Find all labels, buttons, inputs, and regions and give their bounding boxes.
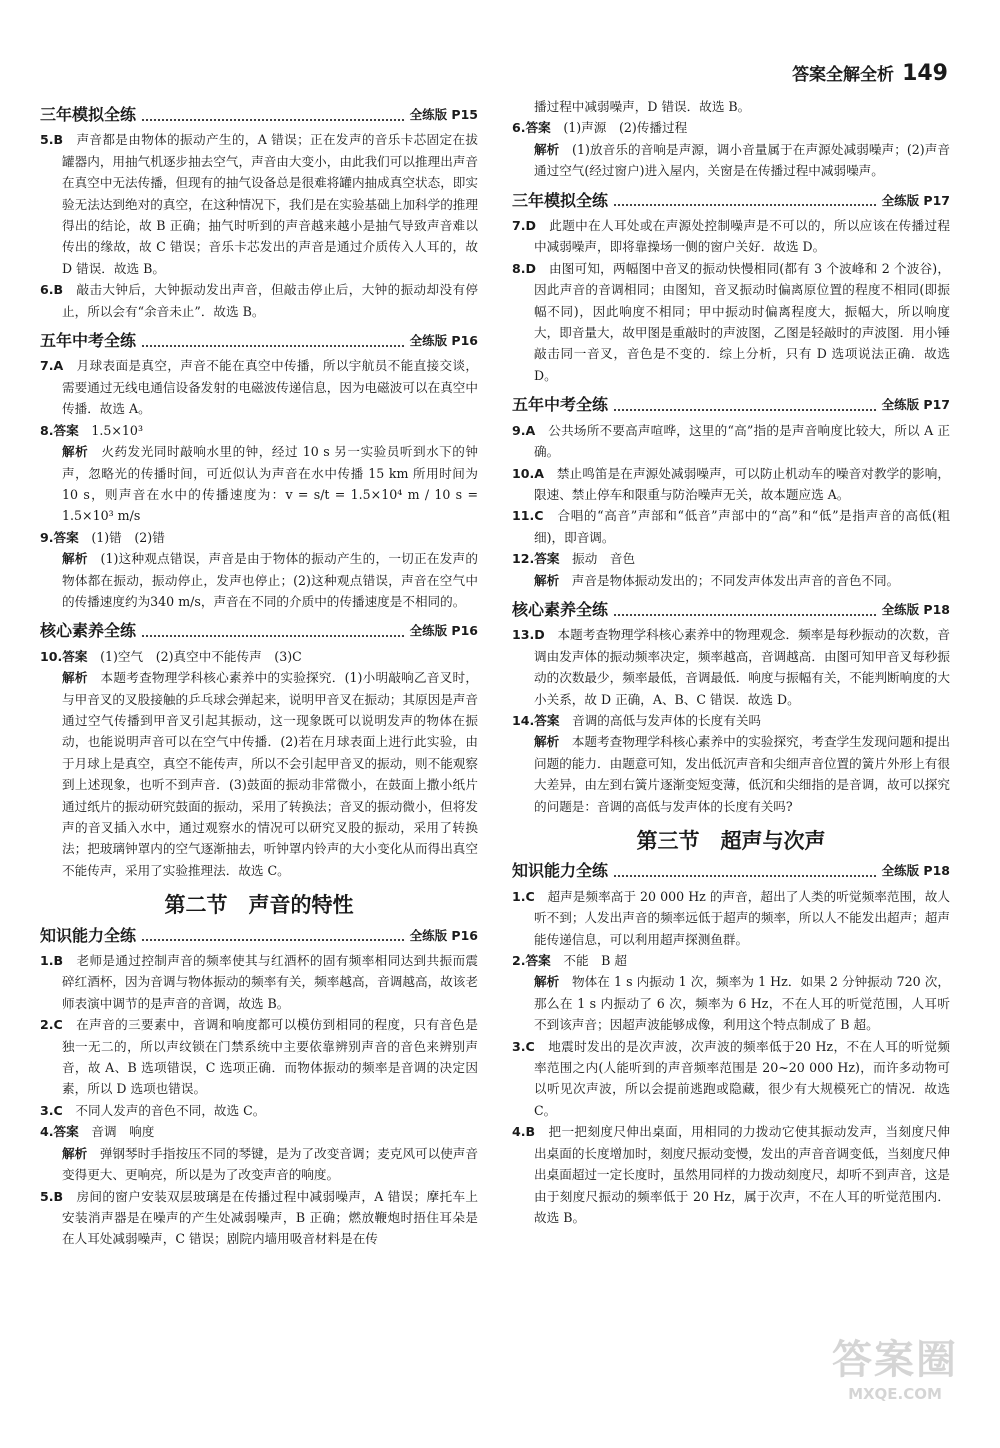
item-number: 7.A: [40, 358, 64, 374]
section-title: 五年中考全练: [512, 395, 609, 415]
item-text: 地震时发出的是次声波，次声波的频率低于20 Hz，不在人耳的听觉频率范围之内(人能听到的声音频率范围是 20~20 000 Hz)，而许多动物可以听见次声波，所以会提前逃跑或隐藏，很少有大规模死亡的情况．故选 C。: [534, 1038, 950, 1118]
item-number: 4.答案: [40, 1124, 79, 1140]
section-title: 核心素养全练: [40, 621, 137, 641]
item-text: (1)声源 (2)传播过程: [563, 120, 688, 136]
item-text: 振动 音色: [572, 551, 636, 567]
item-number: 6.答案: [512, 120, 551, 136]
analysis-text: 声音是物体振动发出的；不同发声体发出声音的音色不同。: [571, 572, 900, 588]
answer-item: [40, 1186, 478, 1250]
page-header: [792, 60, 948, 86]
answer-item: [40, 527, 478, 548]
dotted-leader: [614, 865, 876, 877]
answer-item: [512, 215, 950, 258]
page-number: 149: [902, 61, 948, 86]
analysis-label: 解析: [534, 141, 560, 157]
item-text: 房间的窗户安装双层玻璃是在传播过程中减弱噪声，A 错误；摩托车上安装消声器是在噪声的产生处减弱噪声，B 正确；燃放鞭炮时捂住耳朵是在人耳处减弱噪声，C 错误；剧院内墙用吸音材料是在传: [62, 1188, 478, 1247]
item-number: 10.A: [512, 465, 545, 481]
analysis-text: 本题考查物理学科核心素养中的实验探究，考查学生发现问题和提出问题的能力．由题意可知，发出低沉声音和尖细声音位置的簧片外形上有很大差异，由左到右簧片逐渐变短变薄，低沉和尖细指的是音调，故可以探究的问题是：音调的高低与发声体的长度有关吗?: [534, 734, 951, 814]
analysis-label: 解析: [62, 1145, 88, 1161]
item-number: 1.C: [512, 888, 535, 904]
section-title: 知识能力全练: [512, 861, 609, 881]
left-column: [40, 96, 478, 1250]
answer-item: [512, 463, 950, 506]
watermark-text: 答案圈: [832, 1337, 958, 1383]
analysis-label: 解析: [534, 734, 560, 750]
item-text: 在声音的三要素中，音调和响度都可以模仿到相同的程度，只有音色是独一无二的，所以声纹锁在门禁系统中主要依靠辨别声音的音色来辨别声音，故 A、B 选项错误，C 选项正确．而物体振动的频率是音调的决定因素，所以 D 选项也错误。: [62, 1017, 479, 1097]
item-text: 不能 B 超: [563, 953, 627, 969]
section-heading: [40, 330, 478, 351]
answer-item: [40, 355, 478, 419]
chapter-title: 第三节 超声与次声: [636, 829, 826, 853]
answer-item: [40, 646, 478, 667]
section-title: 核心素养全练: [512, 599, 609, 619]
item-number: 13.D: [512, 627, 545, 643]
item-number: 3.C: [512, 1038, 535, 1054]
item-number: 8.D: [512, 260, 537, 276]
item-text: 本题考查物理学科核心素养中的物理观念．频率是每秒振动的次数，音调由发声体的振动频率决定，频率越高，音调越高．由图可知甲音叉每秒振动的次数最少，频率最低，音调最低．响度与振幅有关，不能判断响度的大小关系，故 D 正确，A、B、C 错误．故选 D。: [534, 627, 951, 707]
section-page-ref: 全练版 P18: [881, 863, 950, 879]
analysis-block: [512, 570, 950, 591]
item-text: 月球表面是真空，声音不能在真空中传播，所以宇航员不能直接交谈，需要通过无线电通信设备发射的电磁波传递信息，因为电磁波可以在真空中传播．故选 A。: [62, 358, 479, 417]
chapter-title: 第二节 声音的特性: [164, 893, 354, 918]
section-heading: [512, 394, 950, 415]
section-heading: [40, 925, 478, 946]
item-text: (1)错 (2)错: [91, 529, 165, 545]
analysis-text: 本题考查物理学科核心素养中的实验探究．(1)小明敲响乙音叉时，与甲音叉的叉股接触的乒乓球会弹起来，说明甲音叉在振动；其原因是声音通过空气传播到甲音叉引起其振动，这一现象既可以说明发声的物体在振动，也能说明声音可以在空气中传播．(2)若在月球表面上进行此实验，由于月球上是真空，真空不能传声，所以不会引起甲音叉的振动，则不能观察到上述现象，也听不到声音．(3)鼓面的振动非常微小，在鼓面上撒小纸片通过纸片的振动研究鼓面的振动，采用了转换法；音叉的振动微小，但将发声的音叉插入水中，通过观察水的情况可以研究叉股的振动，采用了转换法；把玻璃钟罩内的空气逐渐抽去，听钟罩内铃声的大小变化从而得出真空不能传声，采用了实验推理法．故选 C。: [62, 670, 478, 878]
answer-item: [40, 1100, 478, 1121]
answer-item: [40, 279, 478, 322]
section-page-ref: 全练版 P17: [881, 192, 950, 208]
item-number: 8.答案: [40, 422, 79, 438]
item-number: 2.C: [40, 1017, 63, 1033]
analysis-label: 解析: [534, 974, 560, 990]
item-text: 公共场所不要高声喧哗，这里的“高”指的是声音响度比较大，所以 A 正确。: [534, 422, 950, 460]
section-page-ref: 全练版 P15: [409, 107, 478, 122]
analysis-block: [40, 441, 478, 527]
answer-item: [40, 950, 478, 1014]
answer-item: [512, 548, 950, 569]
section-page-ref: 全练版 P16: [409, 333, 478, 349]
watermark-url: MXQE.COM: [848, 1385, 942, 1403]
analysis-block: [512, 139, 950, 182]
item-number: 9.答案: [40, 529, 79, 545]
analysis-text: 播过程中减弱噪声，D 错误．故选 B。: [534, 99, 751, 114]
item-number: 6.B: [40, 282, 64, 298]
answer-item: [512, 624, 950, 710]
item-text: 此题中在人耳处或在声源处控制噪声是不可以的，所以应该在传播过程中减弱噪声，即将靠操场一侧的窗户关好．故选 D。: [534, 218, 951, 255]
analysis-block: [512, 731, 950, 817]
analysis-label: 解析: [62, 444, 89, 460]
item-text: 老师是通过控制声音的频率使其与红酒杯的固有频率相同达到共振而震碎红酒杯，因为音调与物体振动的频率有关，频率越高，音调越高，故该老师表演中调节的是声音的音调，故选 B。: [62, 953, 479, 1011]
answer-item: [512, 886, 950, 950]
answer-item: [40, 1014, 478, 1100]
item-text: 合唱的“高音”声部和“低音”声部中的“高”和“低”是指声音的高低(粗细)，即音调。: [534, 508, 951, 545]
dotted-leader: [142, 929, 404, 941]
analysis-text: 火药发光同时敲响水里的钟，经过 10 s 另一实验员听到水下的钟声，忽略光的传播时间，可近似认为声音在水中传播 15 km 所用时间为 10 s，则声音在水中的传播速度为：v = s/t = 1.5×10⁴ m / 10 s = 1.5×10³ m/s: [62, 444, 479, 524]
dotted-leader: [142, 109, 404, 121]
section-title: 知识能力全练: [40, 925, 137, 945]
section-title: 三年模拟全练: [40, 105, 137, 124]
answer-item: [40, 420, 478, 441]
answer-item: [40, 1121, 478, 1142]
item-text: 音调 响度: [91, 1124, 155, 1140]
section-heading: [512, 860, 950, 881]
dotted-leader: [614, 194, 876, 206]
item-number: 9.A: [512, 422, 536, 438]
analysis-block: [40, 1143, 478, 1186]
section-page-ref: 全练版 P18: [881, 601, 950, 617]
dotted-leader: [614, 604, 876, 616]
section-title: 三年模拟全练: [512, 190, 609, 210]
section-heading: [512, 599, 950, 620]
item-number: 5.B: [40, 132, 64, 148]
section-heading: [512, 190, 950, 211]
answer-item: [512, 710, 950, 731]
answer-item: [512, 505, 950, 548]
dotted-leader: [614, 399, 876, 411]
section-page-ref: 全练版 P16: [409, 927, 478, 943]
section-title: 五年中考全练: [40, 331, 137, 351]
analysis-block: [512, 971, 950, 1035]
answer-item: [40, 129, 478, 279]
answer-item: [512, 420, 950, 463]
item-number: 7.D: [512, 218, 537, 234]
item-text: 1.5×10³: [91, 422, 143, 438]
item-number: 14.答案: [512, 712, 560, 728]
item-text: 不同人发声的音色不同，故选 C。: [75, 1102, 266, 1118]
item-number: 2.答案: [512, 953, 551, 969]
header-title: 答案全解全析: [792, 65, 895, 85]
watermark-logo: [830, 1328, 960, 1418]
item-number: 12.答案: [512, 551, 560, 567]
item-text: 把一把刻度尺伸出桌面，用相同的力拨动它使其振动发声，当刻度尺伸出桌面的长度增加时，刻度尺振动变慢，发出的声音音调变低，当刻度尺伸出桌面超过一定长度时，虽然用同样的力拨动刻度尺，却听不到声音，这是由于刻度尺振动的频率低于 20 Hz，属于次声，不在人耳的听觉范围内．故选 B。: [534, 1124, 951, 1225]
item-text: 由图可知，两幅图中音叉的振动快慢相同(都有 3 个波峰和 2 个波谷)，因此声音的音调相同；由图知，音叉振动时偏离原位置的程度不相同(即振幅不同)，因此响度不相同；甲中振动时偏离程度大，振幅大，所以响度大，即音量大，故甲图是重敲时的声波图，乙图是轻敲时的声波图．用小锤敲击同一音叉，音色是不变的．综上分析，只有 D 选项说法正确．故选 D。: [534, 260, 951, 383]
answer-item: [512, 950, 950, 971]
analysis-label: 解析: [534, 572, 560, 588]
item-number: 10.答案: [40, 648, 88, 664]
analysis-text: 物体在 1 s 内振动 1 次，频率为 1 Hz．如果 2 分钟振动 720 次，那么在 1 s 内振动了 6 次，频率为 6 Hz，不在人耳的听觉范围，人耳听不到该声音；因超声波能够成像，利用这个特点制成了 B 超。: [534, 974, 950, 1033]
item-text: (1)空气 (2)真空中不能传声 (3)C: [100, 648, 302, 664]
item-number: 11.C: [512, 508, 544, 524]
analysis-block: [40, 667, 478, 881]
item-number: 3.C: [40, 1102, 63, 1118]
analysis-block: [40, 548, 478, 612]
section-heading: [40, 620, 478, 641]
dotted-leader: [142, 625, 404, 637]
analysis-text: 弹钢琴时手指按压不同的琴键，是为了改变音调；麦克风可以使声音变得更大、更响亮，所以是为了改变声音的响度。: [62, 1145, 479, 1183]
item-number: 1.B: [40, 953, 64, 969]
analysis-label: 解析: [62, 551, 88, 567]
section-heading: [40, 104, 478, 125]
analysis-label: 解析: [62, 670, 88, 686]
item-text: 超声是频率高于 20 000 Hz 的声音，超出了人类的听觉频率范围，故人听不到；人发出声音的频率远低于超声的频率，所以人不能发出超声；超声能传递信息，可以利用超声探测鱼群。: [534, 888, 951, 947]
section-page-ref: 全练版 P16: [409, 623, 478, 639]
answer-item: [512, 258, 950, 386]
answer-item: [512, 1036, 950, 1122]
analysis-block: [512, 96, 950, 117]
section-page-ref: 全练版 P17: [881, 397, 950, 413]
analysis-text: (1)放音乐的音响是声源，调小音量属于在声源处减弱噪声；(2)声音通过空气(经过窗户)进入屋内，关窗是在传播过程中减弱噪声。: [534, 141, 951, 179]
item-text: 禁止鸣笛是在声源处减弱噪声，可以防止机动车的噪音对教学的影响，限速、禁止停车和限重与防治噪声无关，故本题应选 A。: [534, 465, 951, 502]
item-text: 音调的高低与发声体的长度有关吗: [572, 712, 761, 728]
item-text: 敲击大钟后，大钟振动发出声音，但敲击停止后，大钟的振动却没有停止，所以会有“余音未止”．故选 B。: [62, 282, 479, 319]
right-column: [512, 96, 950, 1228]
dotted-leader: [142, 335, 404, 347]
item-text: 声音都是由物体的振动产生的，A 错误；正在发声的音乐卡芯固定在拔罐器内，用抽气机逐步抽去空气，声音由大变小，由此我们可以推理出声音在真空中无法传播，但现有的抽气设备总是很难将罐内抽成真空状态，即实验无法达到绝对的真空，在这种情况下，我们是在实验基础上加科学的推理得出的结论，故 B 正确；抽气时听到的声音越来越小是抽气导致声音难以传出的缘故，故 C 错误；音乐卡芯发出的声音是通过介质传入人耳的，故 D 错误．故选 B。: [62, 132, 478, 276]
item-number: 5.B: [40, 1188, 64, 1204]
answer-item: [512, 1121, 950, 1228]
item-number: 4.B: [512, 1124, 536, 1140]
analysis-text: (1)这种观点错误，声音是由于物体的振动产生的，一切正在发声的物体都在振动，振动停止，发声也停止；(2)这种观点错误，声音在空气中的传播速度约为340 m/s，声音在不同的介质中的传播速度是不相同的。: [62, 551, 478, 609]
answer-item: [512, 117, 950, 138]
